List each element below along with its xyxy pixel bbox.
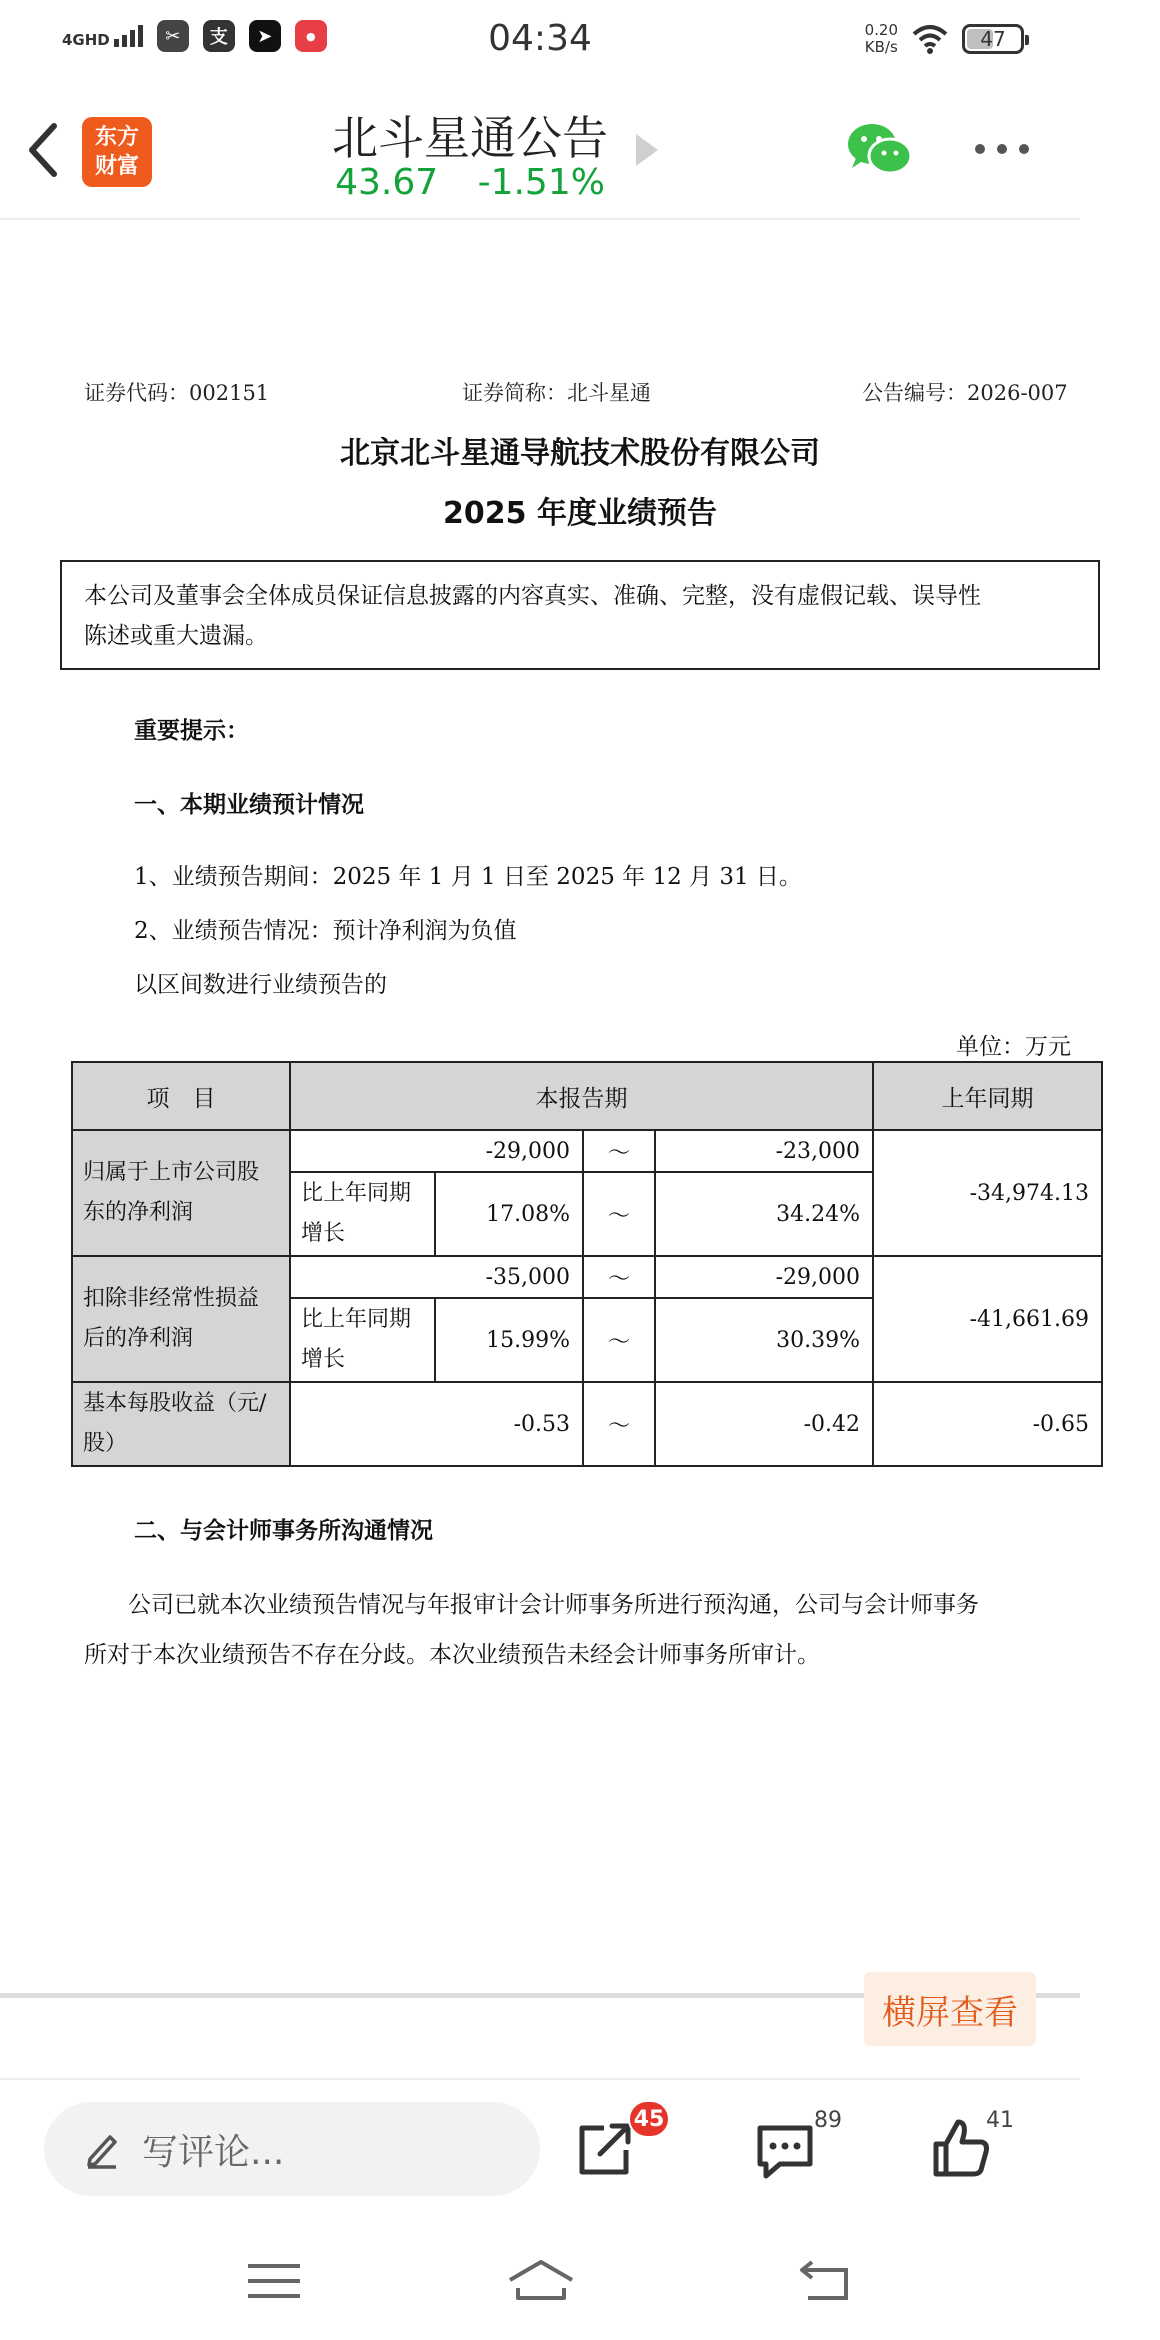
section2-heading: 二、与会计师事务所沟通情况	[134, 1518, 433, 1544]
forecast-period: 1、业绩预告期间：2025 年 1 月 1 日至 2025 年 12 月 31 日。	[134, 864, 802, 890]
logo-text-bottom: 财富	[94, 154, 139, 179]
shopping-app-icon: ●	[295, 20, 327, 52]
page-title[interactable]: 北斗星通公告	[332, 111, 608, 165]
stock-quote	[0, 162, 940, 203]
status-bar	[0, 0, 1080, 82]
scissors-app-icon: ✂	[157, 20, 189, 52]
disclaimer-box	[60, 560, 1100, 670]
battery-icon	[962, 24, 1024, 54]
cell-low: -35,000	[290, 1256, 583, 1298]
clock: 04:34	[488, 18, 592, 59]
section1-heading: 一、本期业绩预计情况	[134, 792, 364, 818]
app-header	[0, 82, 1080, 220]
row-label: 归属于上市公司股东的净利润	[72, 1130, 290, 1256]
logo-text-top: 东方	[94, 125, 139, 150]
stock-price: 43.67	[335, 162, 439, 203]
row-label: 扣除非经常性损益后的净利润	[72, 1256, 290, 1382]
comment-input[interactable]	[44, 2102, 540, 2196]
cell-prior: -41,661.69	[873, 1256, 1102, 1382]
landscape-view-button[interactable]: 横屏查看	[864, 1972, 1036, 2046]
back-nav-icon[interactable]	[794, 2258, 854, 2304]
range-note: 以区间数进行业绩预告的	[134, 972, 387, 998]
network-speed-unit: KB/s	[864, 38, 898, 56]
network-speed	[865, 22, 898, 56]
cell-low: -29,000	[290, 1130, 583, 1172]
battery-level: 47	[980, 27, 1006, 51]
send-app-icon: ➤	[249, 20, 281, 52]
comments-icon[interactable]	[750, 2114, 820, 2184]
cell-prior: -34,974.13	[873, 1130, 1102, 1256]
header-prior-period: 上年同期	[873, 1062, 1102, 1130]
comments-count: 89	[814, 2108, 842, 2133]
unit-label: 单位：万元	[956, 1034, 1071, 1060]
security-code: 证券代码：002151	[84, 381, 270, 405]
cell-prior: -0.65	[873, 1382, 1102, 1466]
network-type: 4GHD	[62, 31, 110, 49]
cell-tilde: ～	[583, 1256, 655, 1298]
stock-change: -1.51%	[477, 162, 605, 203]
tips-heading: 重要提示：	[134, 718, 249, 744]
security-abbr: 证券简称：北斗星通	[462, 381, 651, 405]
wechat-share-icon[interactable]	[846, 122, 912, 178]
home-icon[interactable]	[506, 2258, 576, 2304]
cell-low: -0.53	[290, 1382, 583, 1466]
cell-tilde: ～	[583, 1382, 655, 1466]
likes-count: 41	[986, 2108, 1014, 2133]
cell-high: -0.42	[655, 1382, 873, 1466]
cell-growth-high: 30.39%	[655, 1298, 873, 1382]
cell-tilde: ～	[583, 1130, 655, 1172]
cell-tilde: ～	[583, 1172, 655, 1256]
system-nav-bar	[0, 2220, 1080, 2340]
forecast-status: 2、业绩预告情况：预计净利润为负值	[134, 918, 517, 944]
paragraph-line: 所对于本次业绩预告不存在分歧。本次业绩预告未经会计师事务所审计。	[84, 1642, 820, 1668]
header-current-period: 本报告期	[290, 1062, 873, 1130]
growth-label: 比上年同期增长	[290, 1172, 435, 1256]
network-speed-value: 0.20	[864, 21, 898, 39]
forecast-table	[71, 1061, 1103, 1467]
alipay-app-icon: 支	[203, 20, 235, 52]
paragraph-line: 公司已就本次业绩预告情况与年报审计会计师事务所进行预沟通，公司与会计师事务	[128, 1592, 979, 1618]
notice-number: 公告编号：2026-007	[862, 381, 1068, 405]
growth-label: 比上年同期增长	[290, 1298, 435, 1382]
cell-high: -29,000	[655, 1256, 873, 1298]
disclaimer-line: 本公司及董事会全体成员保证信息披露的内容真实、准确、完整，没有虚假记载、误导性	[84, 583, 981, 609]
cell-tilde: ～	[583, 1298, 655, 1382]
header-item: 项 目	[72, 1062, 290, 1130]
more-options-icon[interactable]	[975, 144, 1029, 154]
wifi-icon	[912, 24, 948, 54]
bottom-action-bar	[0, 2078, 1080, 2220]
share-badge: 45	[628, 2100, 670, 2138]
report-title: 2025 年度业绩预告	[443, 496, 717, 531]
row-label: 基本每股收益（元/股）	[72, 1382, 290, 1466]
menu-icon[interactable]	[244, 2258, 304, 2304]
pencil-icon	[84, 2129, 120, 2169]
cell-growth-high: 34.24%	[655, 1172, 873, 1256]
comment-placeholder: 写评论...	[142, 2131, 285, 2173]
disclaimer-line: 陈述或重大遗漏。	[84, 623, 268, 649]
cell-high: -23,000	[655, 1130, 873, 1172]
cell-growth-low: 17.08%	[435, 1172, 583, 1256]
cell-growth-low: 15.99%	[435, 1298, 583, 1382]
company-name: 北京北斗星通导航技术股份有限公司	[340, 436, 820, 471]
